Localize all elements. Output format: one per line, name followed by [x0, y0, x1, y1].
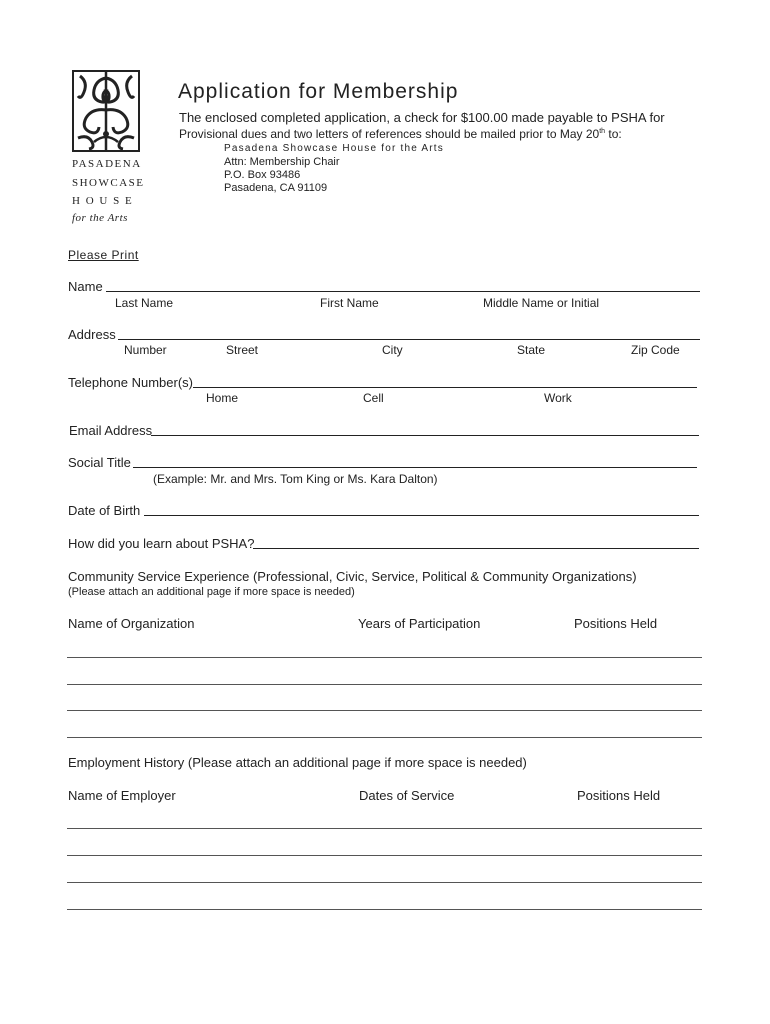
name-label: Name — [68, 279, 103, 294]
instructions-line-2 — [179, 127, 622, 141]
dob-label: Date of Birth — [68, 503, 141, 518]
employment-entry-line[interactable] — [67, 882, 702, 883]
instructions-line-2-end: to: — [605, 127, 622, 141]
address-state-caption: State — [517, 343, 546, 357]
employment-history-heading: Employment History (Please attach an additional page if more space is needed) — [68, 755, 527, 770]
col-positions-held: Positions Held — [574, 616, 658, 631]
col-organization-name: Name of Organization — [68, 616, 195, 631]
page-title: Application for Membership — [178, 80, 459, 103]
logo-line-showcase: SHOWCASE — [72, 177, 145, 189]
employment-entry-line[interactable] — [67, 855, 702, 856]
email-field[interactable] — [151, 435, 699, 436]
social-title-example: (Example: Mr. and Mrs. Tom King or Ms. Kara Dalton) — [153, 472, 438, 486]
name-field[interactable] — [106, 291, 700, 292]
telephone-work-caption: Work — [544, 391, 572, 405]
community-entry-line[interactable] — [67, 737, 702, 738]
telephone-cell-caption: Cell — [363, 391, 384, 405]
address-label: Address — [68, 327, 116, 342]
address-zip-caption: Zip Code — [631, 343, 680, 357]
community-service-note: (Please attach an additional page if more space is needed) — [68, 586, 355, 598]
learn-about-field[interactable] — [253, 548, 699, 549]
col-employer-name: Name of Employer — [68, 788, 176, 803]
logo-line-for-the-arts: for the Arts — [72, 212, 128, 224]
email-label: Email Address — [69, 423, 153, 438]
please-print-note: Please Print — [68, 248, 139, 262]
ironwork-emblem-icon — [72, 70, 140, 152]
mailing-address-city: Pasadena, CA 91109 — [224, 182, 328, 194]
last-name-caption: Last Name — [115, 296, 174, 310]
address-street-caption: Street — [226, 343, 259, 357]
address-city-caption: City — [382, 343, 403, 357]
community-entry-line[interactable] — [67, 657, 702, 658]
telephone-label: Telephone Number(s) — [68, 375, 194, 390]
address-field[interactable] — [118, 339, 700, 340]
community-entry-line[interactable] — [67, 710, 702, 711]
social-title-label: Social Title — [68, 455, 131, 470]
col-dates-of-service: Dates of Service — [359, 788, 455, 803]
instructions-line-2-text: Provisional dues and two letters of references should be mailed prior to May 20 — [179, 127, 600, 141]
community-service-heading: Community Service Experience (Professional, Civic, Service, Political & Community Organizations) — [68, 569, 637, 584]
first-name-caption: First Name — [320, 296, 379, 310]
logo-line-house: H O U S E — [72, 195, 134, 207]
employment-entry-line[interactable] — [67, 828, 702, 829]
telephone-home-caption: Home — [206, 391, 239, 405]
col-years-participation: Years of Participation — [358, 616, 481, 631]
middle-name-caption: Middle Name or Initial — [483, 296, 600, 310]
social-title-field[interactable] — [133, 467, 697, 468]
mailing-address-org: Pasadena Showcase House for the Arts — [224, 143, 444, 154]
dob-field[interactable] — [144, 515, 699, 516]
col-employment-positions: Positions Held — [577, 788, 661, 803]
address-number-caption: Number — [124, 343, 167, 357]
mailing-address-attn: Attn: Membership Chair — [224, 156, 340, 168]
community-entry-line[interactable] — [67, 684, 702, 685]
instructions-line-1: The enclosed completed application, a check for $100.00 made payable to PSHA for — [179, 110, 665, 125]
learn-about-label: How did you learn about PSHA? — [68, 536, 255, 551]
telephone-field[interactable] — [193, 387, 697, 388]
logo-line-pasadena: PASADENA — [72, 158, 142, 170]
instructions-date-suffix: th — [599, 128, 606, 135]
employment-entry-line[interactable] — [67, 909, 702, 910]
mailing-address-pobox: P.O. Box 93486 — [224, 169, 301, 181]
